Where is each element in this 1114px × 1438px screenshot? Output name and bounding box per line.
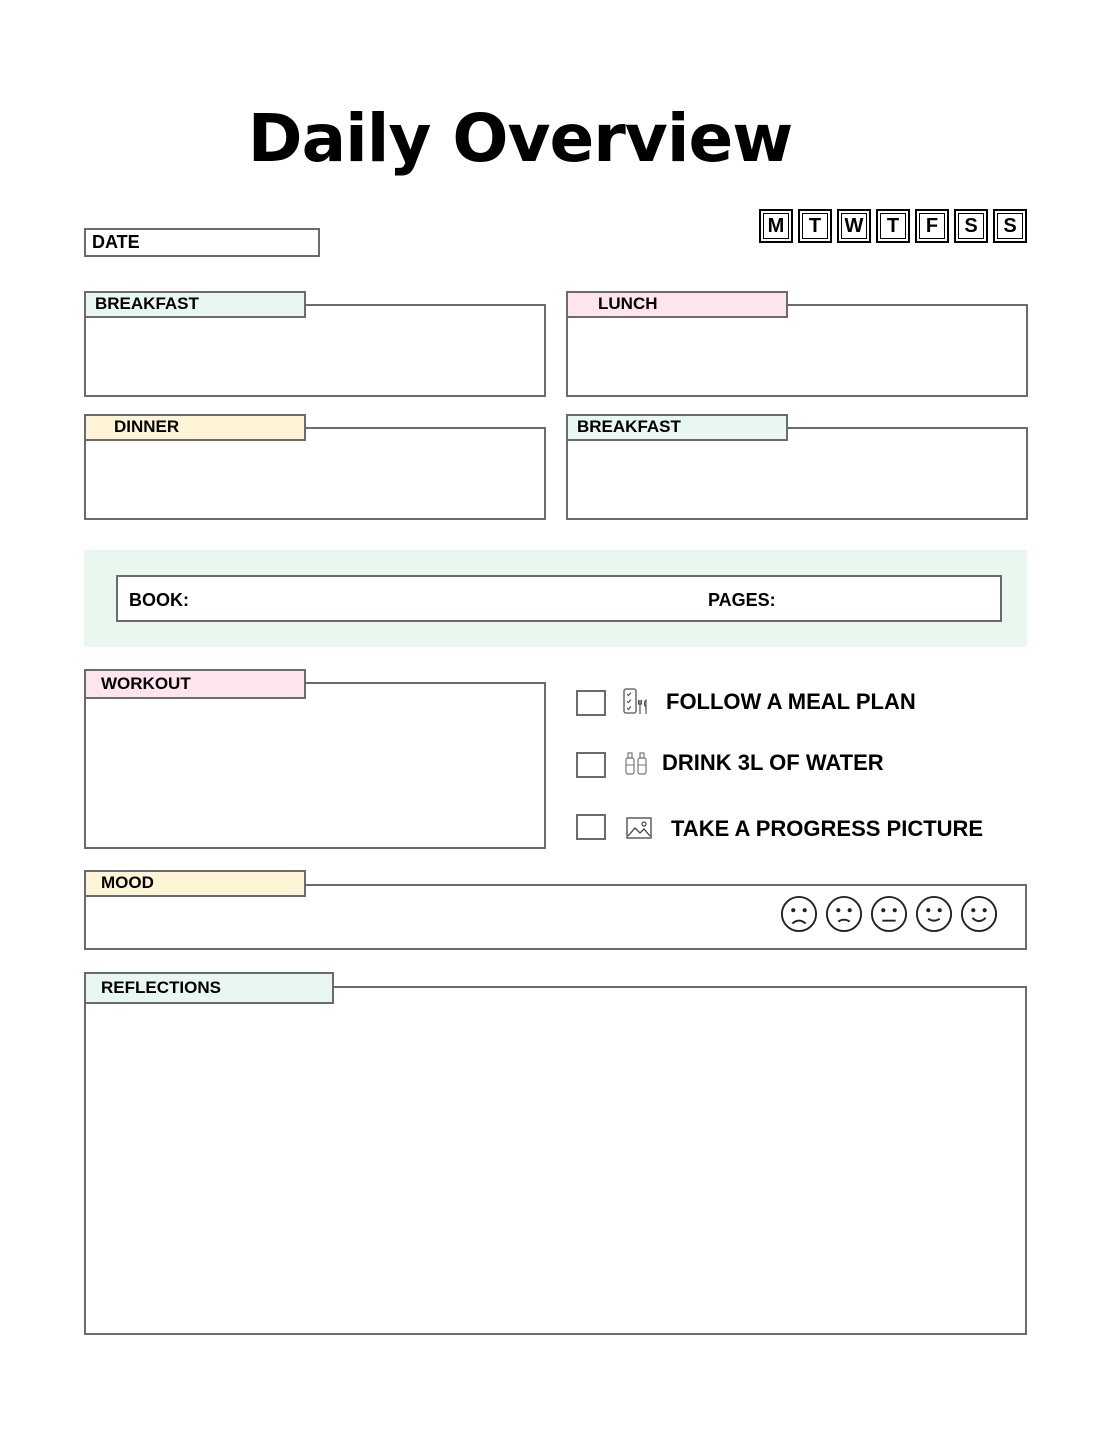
breakfast-label: BREAKFAST [95, 294, 199, 313]
mood-faces [780, 895, 998, 933]
reflections-box[interactable] [84, 986, 1027, 1335]
weekday-selector [759, 209, 1027, 243]
weekday-sunday[interactable]: S [993, 209, 1027, 243]
lunch-label: LUNCH [598, 294, 658, 313]
mood-tab [84, 870, 306, 897]
workout-label: WORKOUT [101, 674, 191, 693]
workout-box[interactable] [84, 682, 546, 849]
picture-icon [625, 814, 653, 842]
progress-picture-text: TAKE A PROGRESS PICTURE [671, 816, 984, 841]
water-checkbox[interactable] [576, 752, 606, 778]
reflections-label: REFLECTIONS [101, 978, 221, 997]
slight-smile-face-icon[interactable] [915, 895, 953, 933]
meal-plan-text: FOLLOW A MEAL PLAN [666, 689, 916, 714]
smile-face-icon[interactable] [960, 895, 998, 933]
date-field[interactable] [84, 228, 320, 257]
dinner-tab [84, 414, 306, 441]
neutral-face-icon[interactable] [870, 895, 908, 933]
pages-label: PAGES: [708, 590, 776, 610]
breakfast-2-label: BREAKFAST [577, 417, 681, 436]
mood-label: MOOD [101, 873, 154, 892]
meal-plan-checkbox[interactable] [576, 690, 606, 716]
weekday-friday[interactable]: F [915, 209, 949, 243]
breakfast-tab [84, 291, 306, 318]
progress-picture-checkbox[interactable] [576, 814, 606, 840]
reading-field[interactable] [116, 575, 1002, 622]
dinner-label: DINNER [114, 417, 180, 436]
frown-face-icon[interactable] [825, 895, 863, 933]
meal-plan-icon [622, 688, 650, 716]
sad-face-icon[interactable] [780, 895, 818, 933]
weekday-wednesday[interactable]: W [837, 209, 871, 243]
weekday-monday[interactable]: M [759, 209, 793, 243]
book-label: BOOK: [129, 590, 189, 610]
weekday-thursday[interactable]: T [876, 209, 910, 243]
page-title: Daily Overview [247, 100, 793, 177]
water-bottles-icon [622, 750, 650, 778]
date-label: DATE [92, 232, 140, 252]
workout-tab [84, 669, 306, 699]
breakfast-2-tab [566, 414, 788, 441]
weekday-saturday[interactable]: S [954, 209, 988, 243]
reflections-tab [84, 972, 334, 1004]
lunch-tab [566, 291, 788, 318]
water-text: DRINK 3L OF WATER [662, 750, 884, 775]
weekday-tuesday[interactable]: T [798, 209, 832, 243]
